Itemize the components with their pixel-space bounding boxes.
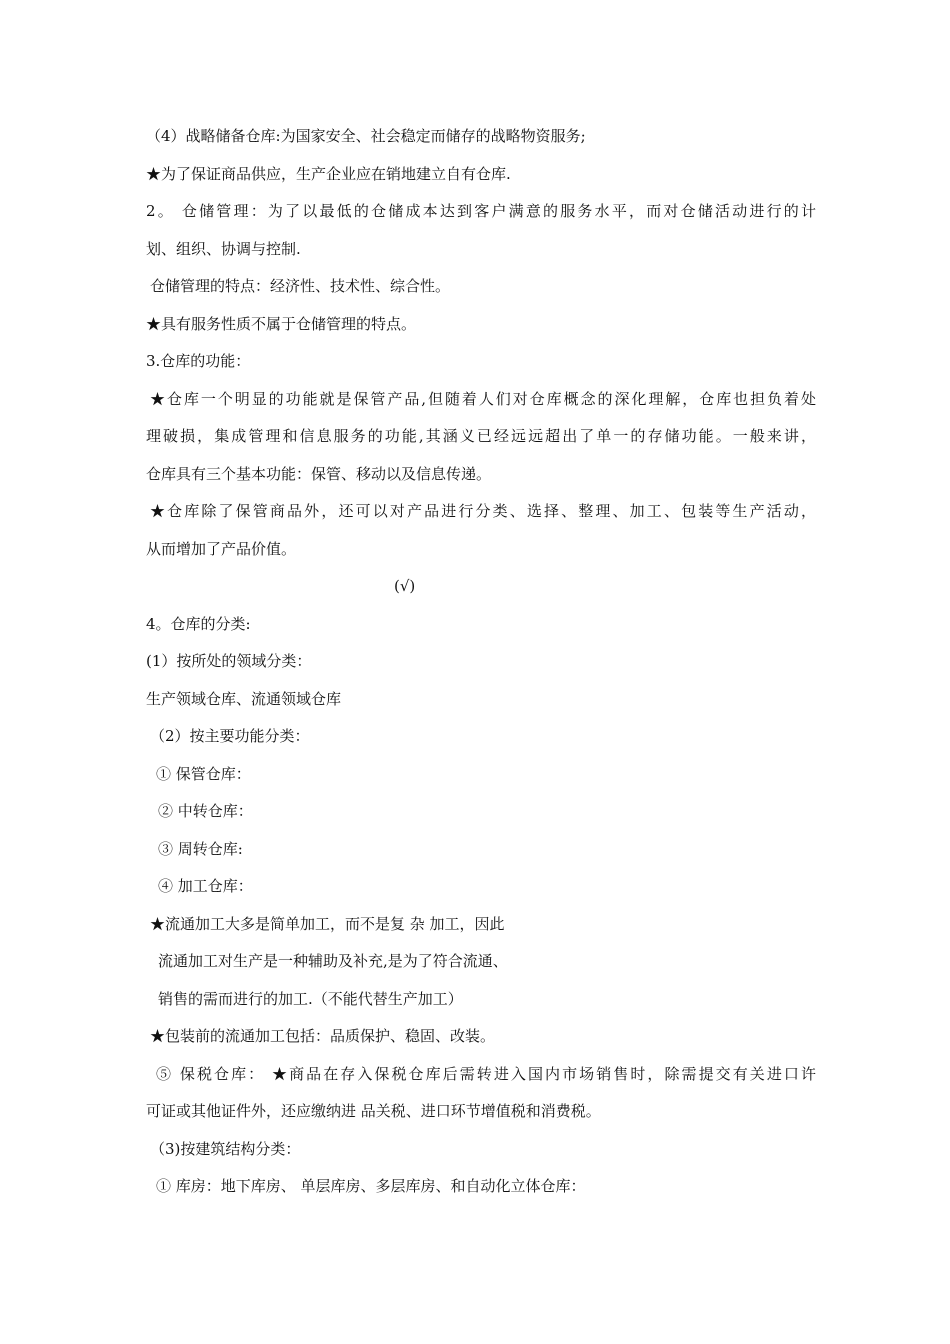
storage-management-features: 仓储管理的特点：经济性、技术性、综合性。 — [150, 277, 451, 295]
check-mark: (√) — [394, 577, 416, 595]
warehouse-classification-heading: 4。仓库的分类: — [146, 614, 251, 633]
storehouse-types-item: ① 库房：地下库房、 单层库房、多层库房、和自动化立体仓库： — [156, 1177, 586, 1195]
warehouse-value-add-paragraph-1: ★仓库除了保管商品外，还可以对产品进行分类、选择、整理、加工、包装等生产活动， — [150, 502, 816, 520]
warehouse-functions-heading: 3.仓库的功能： — [146, 352, 251, 370]
warehouse-function-paragraph-2: 理破损，集成管理和信息服务的功能,其涵义已经远远超出了单一的存储功能。一般来讲， — [146, 427, 816, 445]
turnover-warehouse-item: ③ 周转仓库: — [158, 839, 243, 858]
processing-note-3: 销售的需而进行的加工.（不能代替生产加工） — [158, 989, 463, 1008]
transit-warehouse-item: ② 中转仓库： — [158, 802, 253, 820]
processing-note-1: ★流通加工大多是简单加工，而不是复 杂 加工，因此 — [150, 914, 505, 933]
pre-packaging-processing-note: ★包装前的流通加工包括：品质保护、稳固、改装。 — [150, 1027, 496, 1045]
storage-warehouse-item: ① 保管仓库： — [156, 764, 251, 783]
processing-note-2: 流通加工对生产是一种辅助及补充,是为了符合流通、 — [158, 952, 508, 970]
classification-by-function: （2）按主要功能分类： — [150, 727, 310, 745]
processing-warehouse-item: ④ 加工仓库： — [158, 877, 253, 895]
warehouse-function-paragraph-1: ★仓库一个明显的功能就是保管产品,但随着人们对仓库概念的深化理解，仓库也担负着处 — [150, 389, 816, 408]
storage-management-definition: 2。 仓储管理：为了以最低的仓储成本达到客户满意的服务水平，而对仓储活动进行的计 — [146, 202, 816, 220]
warehouse-value-add-paragraph-2: 从而增加了产品价值。 — [146, 539, 297, 558]
classification-by-structure: （3)按建筑结构分类： — [150, 1139, 301, 1158]
service-not-feature-note: ★具有服务性质不属于仓储管理的特点。 — [146, 314, 417, 333]
own-warehouse-note: ★为了保证商品供应，生产企业应在销地建立自有仓库. — [146, 164, 511, 183]
bonded-warehouse-item-cont: 可证或其他证件外，还应缴纳进 品关税、进口环节增值税和消费税。 — [146, 1102, 601, 1120]
domain-warehouse-types: 生产领域仓库、流通领域仓库 — [146, 689, 342, 708]
document-body — [146, 122, 816, 1210]
classification-by-domain: (1）按所处的领域分类： — [146, 652, 312, 670]
warehouse-function-paragraph-3: 仓库具有三个基本功能：保管、移动以及信息传递。 — [146, 464, 492, 483]
storage-management-definition-cont: 划、组织、协调与控制. — [146, 239, 301, 258]
bonded-warehouse-item: ⑤ 保税仓库： ★商品在存入保税仓库后需转进入国内市场销售时，除需提交有关进口许 — [156, 1064, 816, 1083]
strategic-reserve-warehouse-line: （4）战略储备仓库:为国家安全、社会稳定而储存的战略物资服务; — [146, 127, 586, 145]
